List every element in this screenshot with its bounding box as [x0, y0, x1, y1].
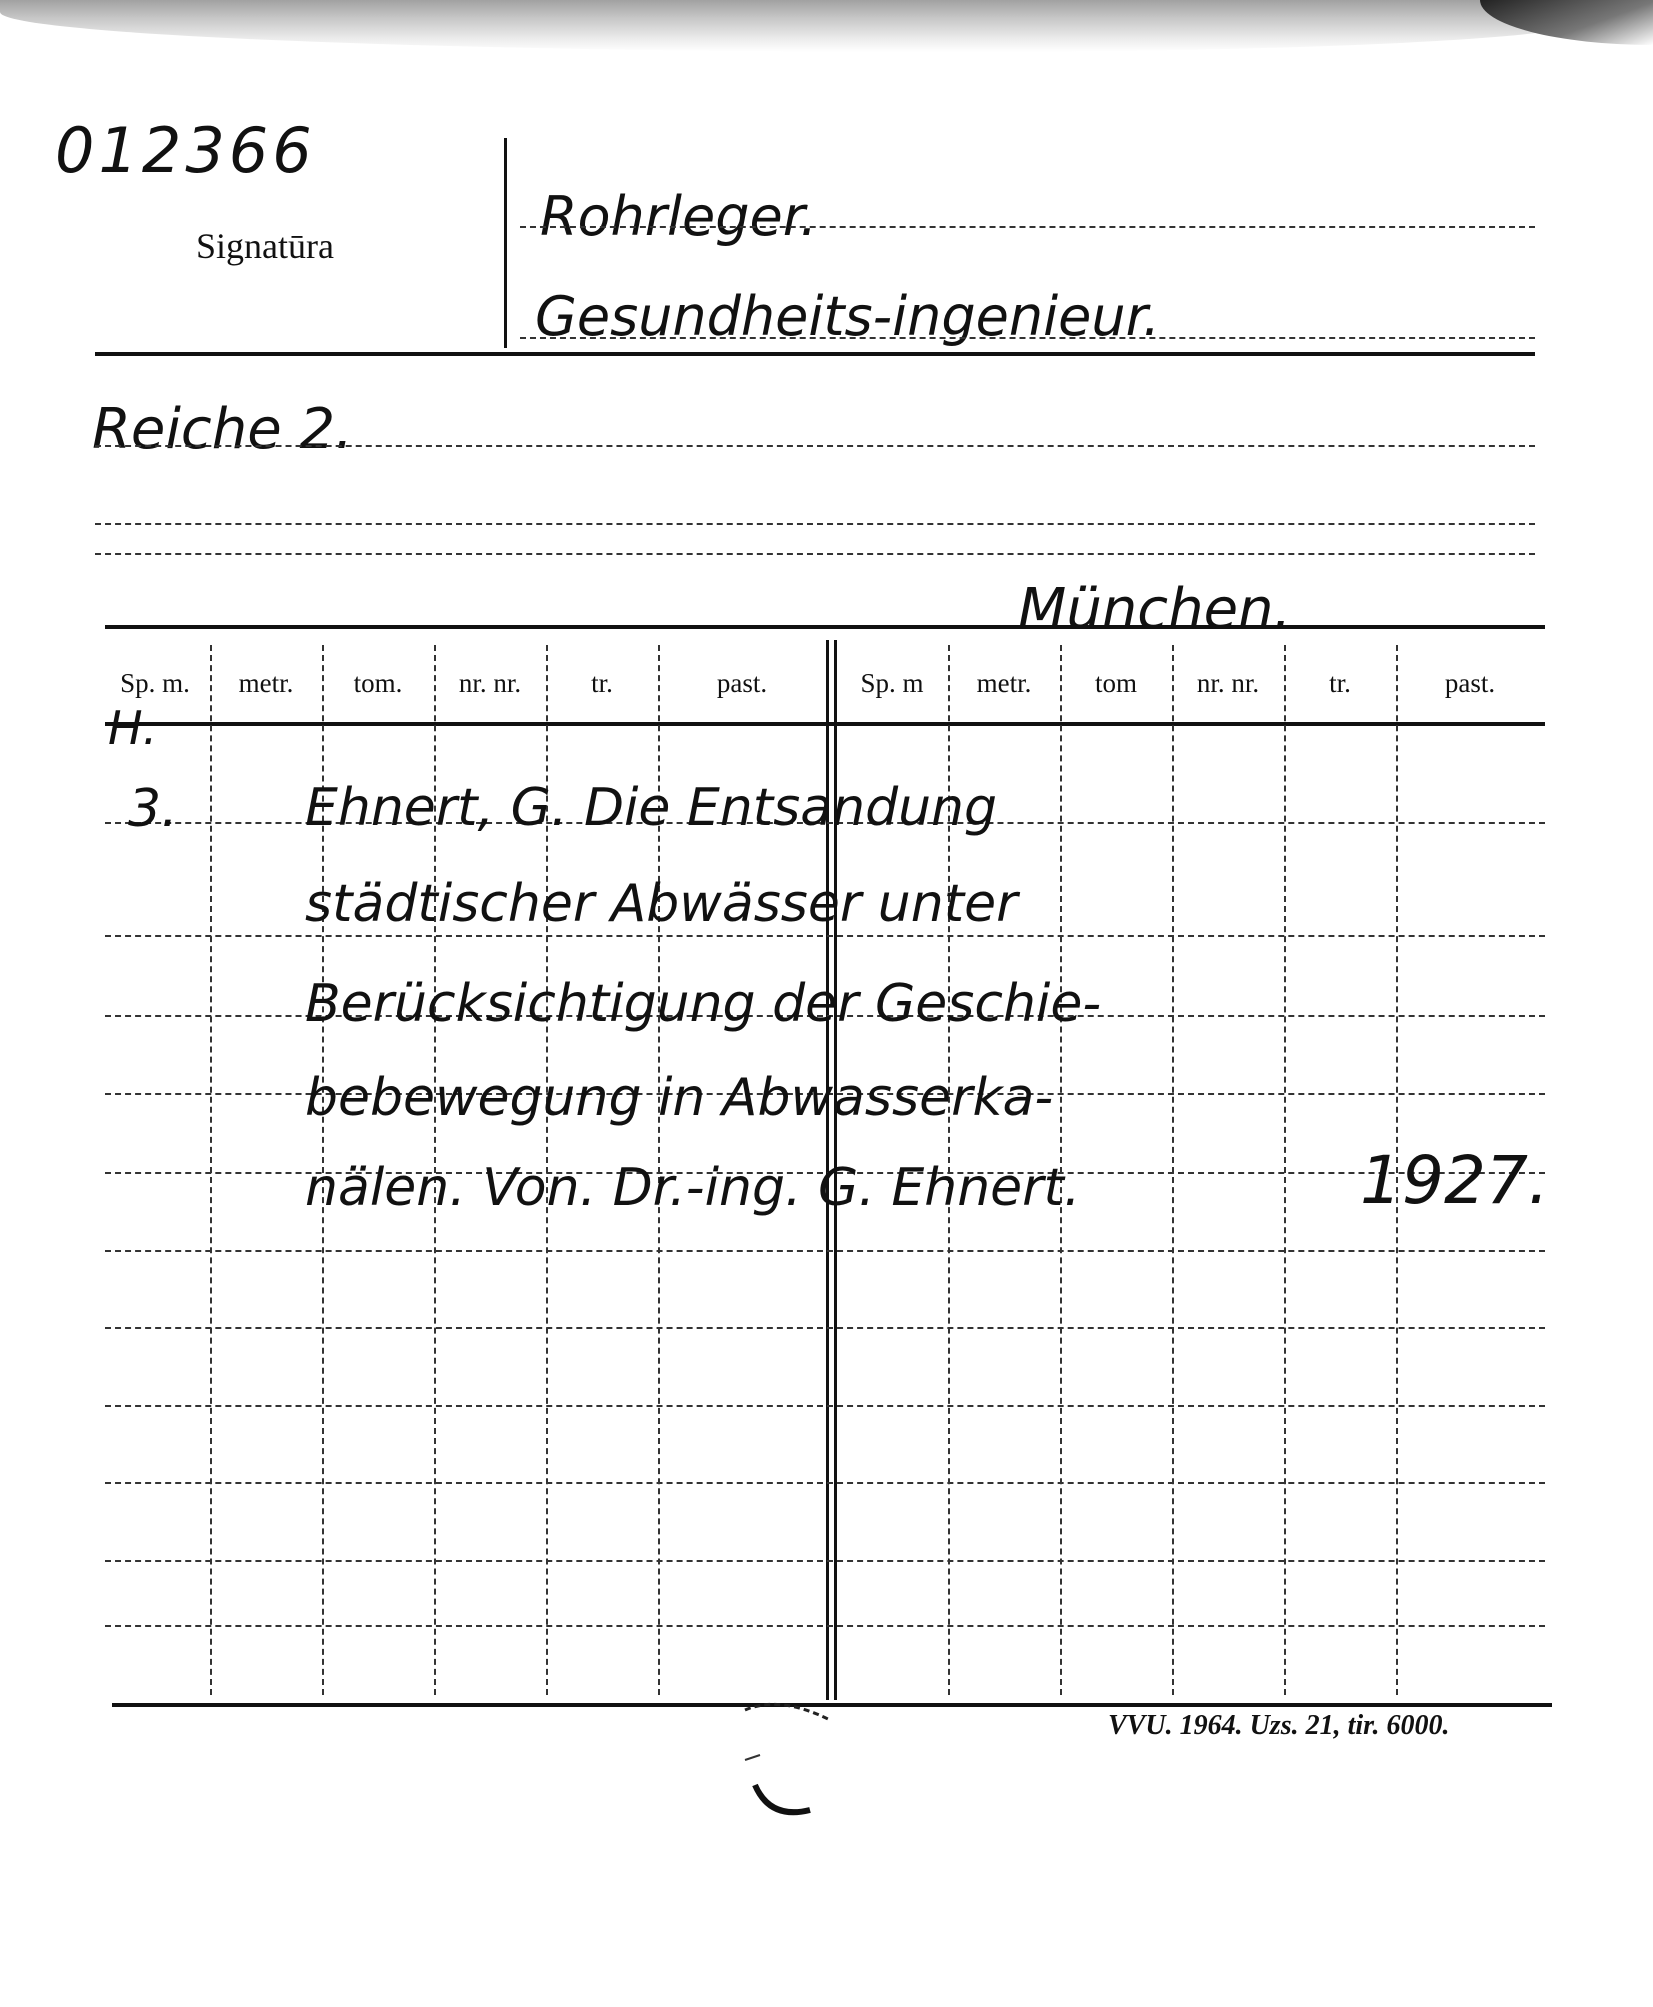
- header-divider: [504, 138, 507, 348]
- rule-4: [95, 523, 1535, 525]
- signature-label: Signatūra: [196, 226, 334, 266]
- subject-rule-2: [520, 337, 1535, 339]
- subject-line-2: Gesundheits-ingenieur.: [535, 285, 1160, 348]
- subject-line-1: Rohrleger.: [540, 185, 818, 248]
- entry-line-3: Berücksichtigung der Geschie-: [305, 974, 1102, 1034]
- table-top-rule: [105, 625, 1545, 629]
- subject-rule-1: [520, 226, 1535, 228]
- header-bottom-rule: [95, 352, 1535, 356]
- entry-number: 3.: [128, 779, 178, 839]
- scan-corner: [1480, 0, 1653, 45]
- col-header-nrnr-right: nr. nr.: [1196, 668, 1260, 698]
- punch-hole-mark: [740, 1700, 840, 1830]
- col-header-metr-right: metr.: [976, 668, 1032, 698]
- col-line: [1172, 645, 1174, 1695]
- col-header-tom-left: tom.: [353, 668, 403, 698]
- series-label: Reiche 2.: [92, 397, 353, 462]
- rule-3: [95, 445, 1535, 447]
- col-header-past-right: past.: [1444, 668, 1496, 698]
- col-line: [210, 645, 212, 1695]
- row-line: [105, 1405, 1545, 1407]
- printer-imprint: VVU. 1964. Uzs. 21, tir. 6000.: [1108, 1710, 1450, 1741]
- table-header-rule: [105, 722, 1545, 726]
- col-line: [1284, 645, 1286, 1695]
- col-header-sp-m-right: Sp. m: [860, 668, 924, 698]
- row-line: [105, 1327, 1545, 1329]
- row-line: [105, 1625, 1545, 1627]
- row-line: [105, 935, 1545, 937]
- col-header-sp-m-left: Sp. m.: [120, 668, 190, 698]
- entry-line-2: städtischer Abwässer unter: [305, 874, 1018, 934]
- row-line: [105, 1482, 1545, 1484]
- place-label: München.: [1018, 577, 1292, 642]
- entry-line-1: Ehnert, G. Die Entsandung: [305, 778, 997, 838]
- row-line: [105, 1560, 1545, 1562]
- letter-mark: H.: [108, 701, 158, 755]
- col-header-tr-left: tr.: [591, 668, 613, 698]
- entry-line-4: bebewegung in Abwasserka-: [305, 1068, 1054, 1128]
- row-line: [105, 1250, 1545, 1252]
- col-header-past-left: past.: [716, 668, 768, 698]
- col-header-tr-right: tr.: [1329, 668, 1351, 698]
- entry-year: 1927.: [1360, 1142, 1549, 1219]
- scan-smudge: [0, 0, 1580, 52]
- signature-number: 012366: [55, 114, 316, 187]
- col-header-metr-left: metr.: [238, 668, 294, 698]
- rule-5: [95, 553, 1535, 555]
- col-header-nrnr-left: nr. nr.: [458, 668, 522, 698]
- col-header-tom-right: tom: [1094, 668, 1137, 698]
- entry-line-5: nälen. Von. Dr.-ing. G. Ehnert.: [305, 1158, 1081, 1218]
